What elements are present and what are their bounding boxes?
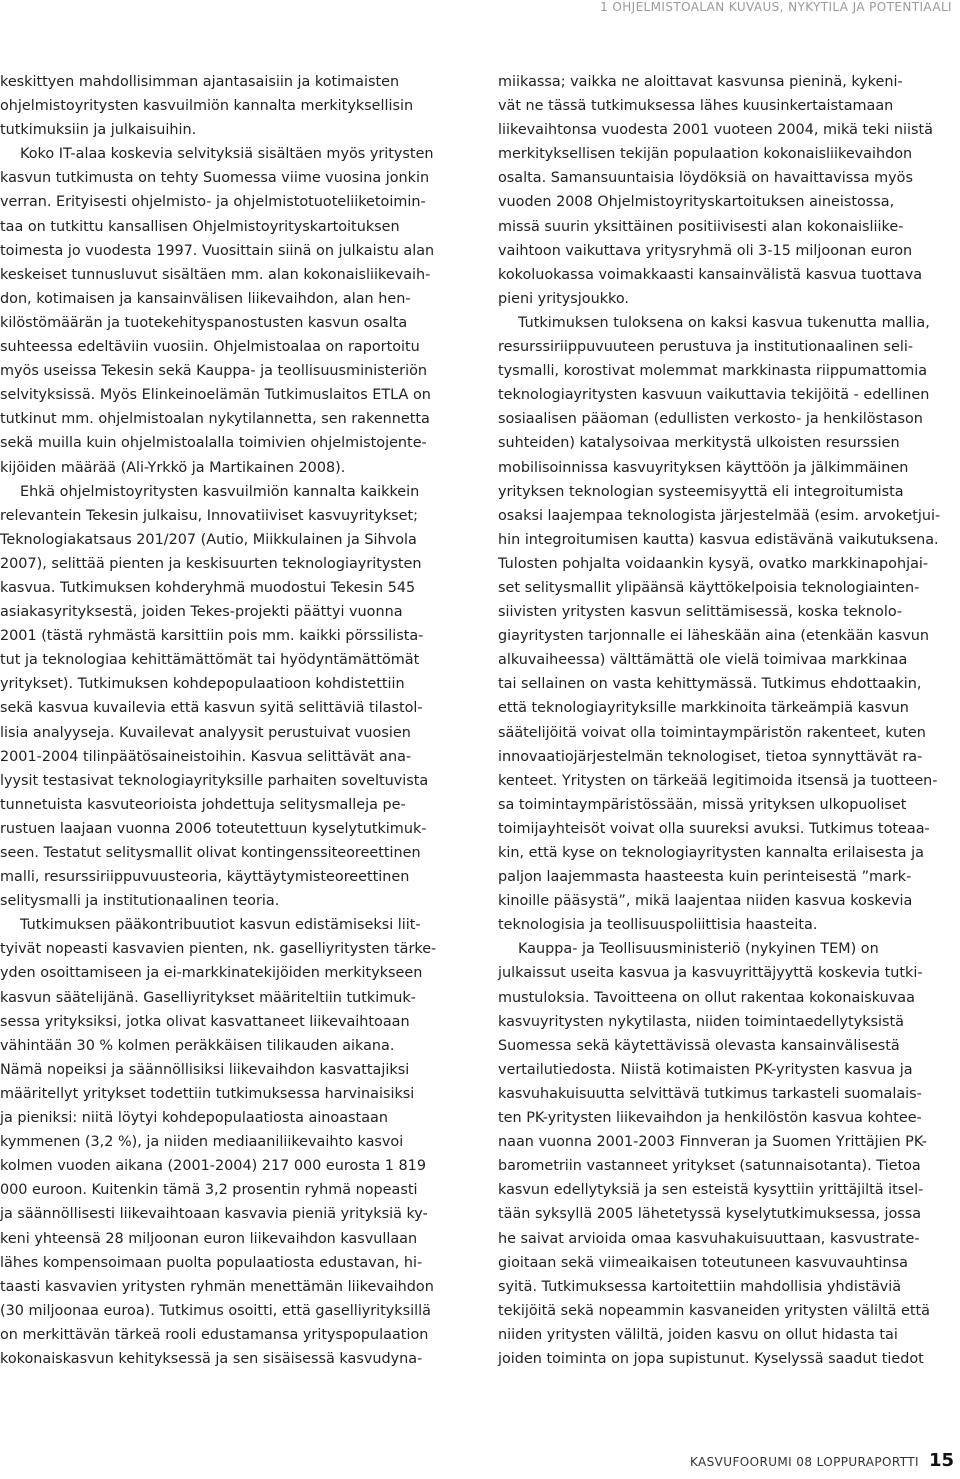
text-line: Nämä nopeiksi ja säännöllisiksi liikevaihdon kasvattajiksi bbox=[0, 1061, 410, 1078]
text-line: sa toimintaympäristössään, missä yrityksen ulkopuoliset bbox=[498, 796, 907, 813]
text-line: teknologiayritysten kasvuun vaikuttavia tekijöitä - edellinen bbox=[498, 387, 930, 404]
text-line: teknologisia ja teollisuuspoliittisia haasteita. bbox=[498, 917, 818, 934]
text-line: kokoluokassa voimakkaasti kansainvälistä kasvua tuottava bbox=[498, 266, 923, 283]
text-line: vät ne tässä tutkimuksessa lähes kuusinkertaistamaan bbox=[498, 98, 894, 115]
text-line: kasvun edellytyksiä ja sen esteistä kysyttiin yrittäjiltä itsel- bbox=[498, 1182, 924, 1199]
paragraph bbox=[498, 937, 960, 1371]
text-line: Tulosten pohjalta voidaankin kysyä, ovatko markkinapohjai- bbox=[498, 555, 929, 572]
text-line: yritykset). Tutkimuksen kohdepopulaatioon kohdistettiin bbox=[0, 676, 405, 693]
text-line: taa on tutkittu kansallisen Ohjelmistoyrityskartoituksen bbox=[0, 218, 400, 235]
page-number: 15 bbox=[928, 1450, 954, 1471]
text-line: vuoden 2008 Ohjelmistoyrityskartoituksen aineistossa, bbox=[498, 194, 895, 211]
text-line: hin integroitumisen kautta) kasvua edistävänä vaikutuksena. bbox=[498, 531, 939, 548]
paragraph bbox=[0, 70, 470, 142]
text-line: osalta. Samansuuntaisia löydöksiä on havaittavissa myös bbox=[498, 170, 913, 187]
text-line: selitysmalli ja institutionaalinen teoria. bbox=[0, 893, 280, 910]
text-line: asiakasyrityksestä, joiden Tekes-projekti päättyi vuonna bbox=[0, 604, 403, 621]
text-line: sessa yrityksiksi, jotka olivat kasvattaneet liikevaihtoaan bbox=[0, 1013, 410, 1030]
text-line: resurssiriippuvuuteen perustuva ja institutionaalinen seli- bbox=[498, 339, 914, 356]
text-line: kenteet. Yritysten on tärkeää legitimoida itsensä ja tuotteen- bbox=[498, 772, 938, 789]
text-line: liikevaihtonsa vuodesta 2001 vuoteen 2004, mikä teki niistä bbox=[498, 122, 933, 139]
text-line: Tutkimuksen tuloksena on kaksi kasvua tukenutta mallia, bbox=[518, 314, 930, 331]
text-line: kin, että kyse on teknologiayritysten kannalta erilaisesta ja bbox=[498, 845, 924, 861]
text-line: tään syksyllä 2005 lähetetyssä kyselytutkimuksessa, jossa bbox=[498, 1206, 922, 1223]
text-line: ten PK-yritysten liikevaihdon ja henkilöstön kasvua kohtee- bbox=[498, 1110, 922, 1127]
text-line: 2007), selittää pienten ja keskisuurten teknologiayritysten bbox=[0, 555, 422, 572]
left-column bbox=[0, 70, 470, 1371]
text-line: yrityksen teknologian systeemisyyttä eli integroitumista bbox=[498, 483, 904, 500]
paragraph bbox=[498, 70, 960, 311]
text-line: Koko IT-alaa koskevia selvityksiä sisältäen myös yritysten bbox=[20, 146, 434, 163]
text-line: 2001-2004 tilinpäätösaineistoihin. Kasvua selittävät ana- bbox=[0, 748, 412, 765]
text-line: malli, resurssiriippuvuusteoria, käyttäytymisteoreettinen bbox=[0, 869, 410, 886]
text-line: tysmalli, korostivat molemmat markkinasta riippumattomia bbox=[498, 363, 928, 380]
text-line: kinoille pääsystä”, mikä laajentaa niiden kasvua koskevia bbox=[498, 893, 913, 910]
text-line: on merkittävän tärkeä rooli edustamansa yrityspopulaation bbox=[0, 1326, 429, 1343]
text-line: 000 euroon. Kuitenkin tämä 3,2 prosentin ryhmä nopeasti bbox=[0, 1182, 418, 1199]
text-line: (30 miljoonaa euroa). Tutkimus osoitti, että gaselliyrityksillä bbox=[0, 1302, 431, 1319]
text-line: kasvun tutkimusta on tehty Suomessa viime vuosina jonkin bbox=[0, 170, 430, 187]
text-line: osaksi laajempaa teknologista järjestelmää (esim. arvoketjui- bbox=[498, 507, 941, 524]
text-line: kasvuyritysten nykytilasta, niiden toimintaedellytyksistä bbox=[498, 1013, 904, 1030]
text-line: rustuen laajaan vuonna 2006 toteutettuun kyselytutkimuk- bbox=[0, 820, 427, 837]
text-line: kasvun säätelijänä. Gaselliyritykset määriteltiin tutkimuk- bbox=[0, 989, 416, 1006]
paragraph bbox=[0, 142, 470, 479]
text-line: toimijayhteisöt voivat olla suureksi avuksi. Tutkimus toteaa- bbox=[498, 820, 930, 837]
text-line: vähintään 30 % kolmen peräkkäisen tilikauden aikana. bbox=[0, 1037, 395, 1054]
text-line: vertailutiedosta. Niistä kotimaisten PK-yritysten kasvua ja bbox=[498, 1061, 913, 1078]
page-footer bbox=[690, 1450, 954, 1471]
text-line: suhteiden) katalysoivaa merkitystä ulkoisten resurssien bbox=[498, 435, 900, 452]
text-line: merkityksellisen tekijän populaation kokonaisliikevaihdon bbox=[498, 146, 913, 163]
text-line: tunnetuista kasvuteorioista johdettuja selitysmalleja pe- bbox=[0, 796, 406, 813]
text-line: verran. Erityisesti ohjelmisto- ja ohjelmistotuoteliiketoimin- bbox=[0, 194, 426, 211]
text-line: missä suurin yksittäinen positiivisesti alan kokonaisliike- bbox=[498, 218, 904, 235]
text-line: määritellyt yritykset todettiin tutkimuksessa harvinaisiksi bbox=[0, 1085, 415, 1102]
text-line: Kauppa- ja Teollisuusministeriö (nykyinen TEM) on bbox=[518, 941, 879, 958]
text-line: ja säännöllisesti liikevaihtoaan kasvavia pieniä yrityksiä ky- bbox=[0, 1206, 428, 1223]
text-line: tekijöitä sekä nopeammin kasvaneiden yritysten väliltä että bbox=[498, 1302, 930, 1319]
text-line: seen. Testatut selitysmallit olivat kontingenssiteoreettinen bbox=[0, 845, 421, 861]
text-line: keskittyen mahdollisimman ajantasaisiin ja kotimaisten bbox=[0, 74, 400, 90]
text-line: he saivat arvioida omaa kasvuhakuisuuttaan, kasvustrate- bbox=[498, 1230, 920, 1247]
text-line: miikassa; vaikka ne aloittavat kasvunsa pieninä, kykeni- bbox=[498, 74, 903, 90]
text-line: kilöstömäärän ja tuotekehityspanostusten kasvun osalta bbox=[0, 314, 408, 331]
text-line: set selitysmallit ylipäänsä käyttökelpoisia teknologiainten- bbox=[498, 579, 920, 596]
text-line: sosiaalisen pääoman (edullisten verkosto- ja henkilöstason bbox=[498, 411, 923, 428]
text-line: 2001 (tästä ryhmästä karsittiin pois mm. kaikki pörssilista- bbox=[0, 628, 424, 645]
text-line: sekä kasvua kuvailevia että kasvun syitä selittäviä tilastol- bbox=[0, 700, 423, 717]
text-line: sekä muilla kuin ohjelmistoalalla toimivien ohjelmistojente- bbox=[0, 435, 427, 452]
text-line: kolmen vuoden aikana (2001-2004) 217 000 eurosta 1 819 bbox=[0, 1158, 426, 1175]
text-line: Tutkimuksen pääkontribuutiot kasvun edistämiseksi liit- bbox=[20, 917, 421, 934]
text-line: Teknologiakatsaus 201/207 (Autio, Miikkulainen ja Sihvola bbox=[0, 531, 417, 548]
text-line: relevantein Tekesin julkaisu, Innovatiiviset kasvuyritykset; bbox=[0, 507, 418, 524]
text-line: myös useissa Tekesin sekä Kauppa- ja teollisuusministeriön bbox=[0, 363, 428, 380]
text-line: barometriin vastanneet yritykset (satunnaisotanta). Tietoa bbox=[498, 1158, 921, 1175]
text-line: Ehkä ohjelmistoyritysten kasvuilmiön kannalta kaikkein bbox=[20, 483, 420, 500]
text-line: pieni yritysjoukko. bbox=[498, 290, 629, 307]
text-line: tyivät nopeasti kasvavien pienten, nk. gaselliyritysten tärke- bbox=[0, 941, 437, 958]
text-line: innovaatiojärjestelmän teknologiset, tietoa synnyttävät ra- bbox=[498, 748, 923, 765]
text-line: suhteessa edeltäviin vuosiin. Ohjelmistoalaa on raportoitu bbox=[0, 339, 420, 356]
text-line: don, kotimaisen ja kansainvälisen liikevaihdon, alan hen- bbox=[0, 290, 411, 307]
text-line: toimesta jo vuodesta 1997. Vuosittain siinä on julkaistu alan bbox=[0, 242, 435, 259]
text-line: tut ja teknologiaa kehittämättömät tai hyödyntämättömät bbox=[0, 652, 420, 669]
text-line: selvityksissä. Myös Elinkeinoelämän Tutkimuslaitos ETLA on bbox=[0, 387, 431, 404]
paragraph bbox=[498, 311, 960, 937]
report-name: KASVUFOORUMI 08 LOPPURAPORTTI bbox=[690, 1455, 919, 1469]
text-line: niiden yritysten väliltä, joiden kasvu on ollut hidasta tai bbox=[498, 1326, 898, 1343]
text-line: naan vuonna 2001-2003 Finnveran ja Suomen Yrittäjien PK- bbox=[498, 1134, 927, 1151]
right-column bbox=[498, 70, 960, 1371]
text-line: Suomessa sekä käytettävissä olevasta kansainvälisestä bbox=[498, 1037, 900, 1054]
text-line: taasti kasvavien yritysten ryhmän menettämän liikevaihdon bbox=[0, 1278, 434, 1295]
text-line: giayritysten tarjonnalle ei läheskään aina (etenkään kasvun bbox=[498, 628, 930, 645]
text-line: keni yhteensä 28 miljoonan euron liikevaihdon kasvullaan bbox=[0, 1230, 418, 1247]
text-line: julkaissut useita kasvua ja kasvuyrittäjyyttä koskevia tutki- bbox=[498, 965, 923, 982]
text-line: gioitaan sekä viimeaikaisen toteutuneen kasvuvauhtinsa bbox=[498, 1254, 908, 1271]
text-line: tai sellainen on vasta kehittymässä. Tutkimus ehdottaakin, bbox=[498, 676, 922, 693]
running-head: 1 OHJELMISTOALAN KUVAUS, NYKYTILA JA POTENTIAALI bbox=[600, 0, 952, 14]
text-line: ja pieniksi: niitä löytyi kohdepopulaatiosta ainoastaan bbox=[0, 1110, 388, 1127]
text-line: kasvuhakuisuutta selvittävä tutkimus tarkasteli suomalais- bbox=[498, 1085, 922, 1102]
text-line: siivisten yritysten kasvun selittämisessä, koska teknolo- bbox=[498, 604, 903, 621]
paragraph bbox=[0, 913, 470, 1371]
text-line: kokonaiskasvun kehityksessä ja sen sisäisessä kasvudyna- bbox=[0, 1350, 423, 1367]
text-line: vaihtoon vaikuttava yritysryhmä oli 3-15 miljoonan euron bbox=[498, 242, 913, 259]
text-line: tutkimuksiin ja julkaisuihin. bbox=[0, 122, 197, 139]
text-line: alkuvaiheessa) välttämättä ole vielä toimivaa markkinaa bbox=[498, 652, 908, 669]
text-line: että teknologiayrityksille markkinoita tärkeämpiä kasvun bbox=[498, 700, 909, 717]
text-line: yden osoittamiseen ja ei-markkinatekijöiden merkitykseen bbox=[0, 965, 423, 982]
text-line: kasvua. Tutkimuksen kohderyhmä muodostui Tekesin 545 bbox=[0, 579, 416, 596]
text-line: säätelijöitä voivat olla toimintaympäristön rakenteet, kuten bbox=[498, 724, 926, 741]
text-line: keskeiset tunnusluvut sisältäen mm. alan kokonaisliikevaih- bbox=[0, 266, 431, 283]
text-line: lähes kompensoimaan puolta populaatiosta edustavan, hi- bbox=[0, 1254, 423, 1271]
text-line: lisia analyyseja. Kuvailevat analyysit perustuivat vuosien bbox=[0, 724, 411, 741]
text-line: joiden toiminta on jopa supistunut. Kyselyssä saadut tiedot bbox=[498, 1350, 924, 1367]
text-line: kymmenen (3,2 %), ja niiden mediaaniliikevaihto kasvoi bbox=[0, 1134, 404, 1151]
paragraph bbox=[0, 480, 470, 914]
text-line: mustuloksia. Tavoitteena on ollut rakentaa kokonaiskuvaa bbox=[498, 989, 915, 1006]
text-line: syitä. Tutkimuksessa kartoitettiin mahdollisia yhdistäviä bbox=[498, 1278, 902, 1295]
text-line: kijöiden määrää (Ali-Yrkkö ja Martikainen 2008). bbox=[0, 459, 346, 476]
text-line: lyysit testasivat teknologiayrityksille parhaiten soveltuvista bbox=[0, 772, 429, 789]
text-line: paljon laajemmasta haasteesta kuin perinteisestä ”mark- bbox=[498, 869, 912, 886]
text-line: ohjelmistoyritysten kasvuilmiön kannalta merkityksellisin bbox=[0, 98, 414, 115]
text-line: tutkinut mm. ohjelmistoalan nykytilannetta, sen rakennetta bbox=[0, 411, 430, 428]
text-line: mobilisoinnissa kasvuyrityksen käyttöön ja jälkimmäinen bbox=[498, 459, 909, 476]
